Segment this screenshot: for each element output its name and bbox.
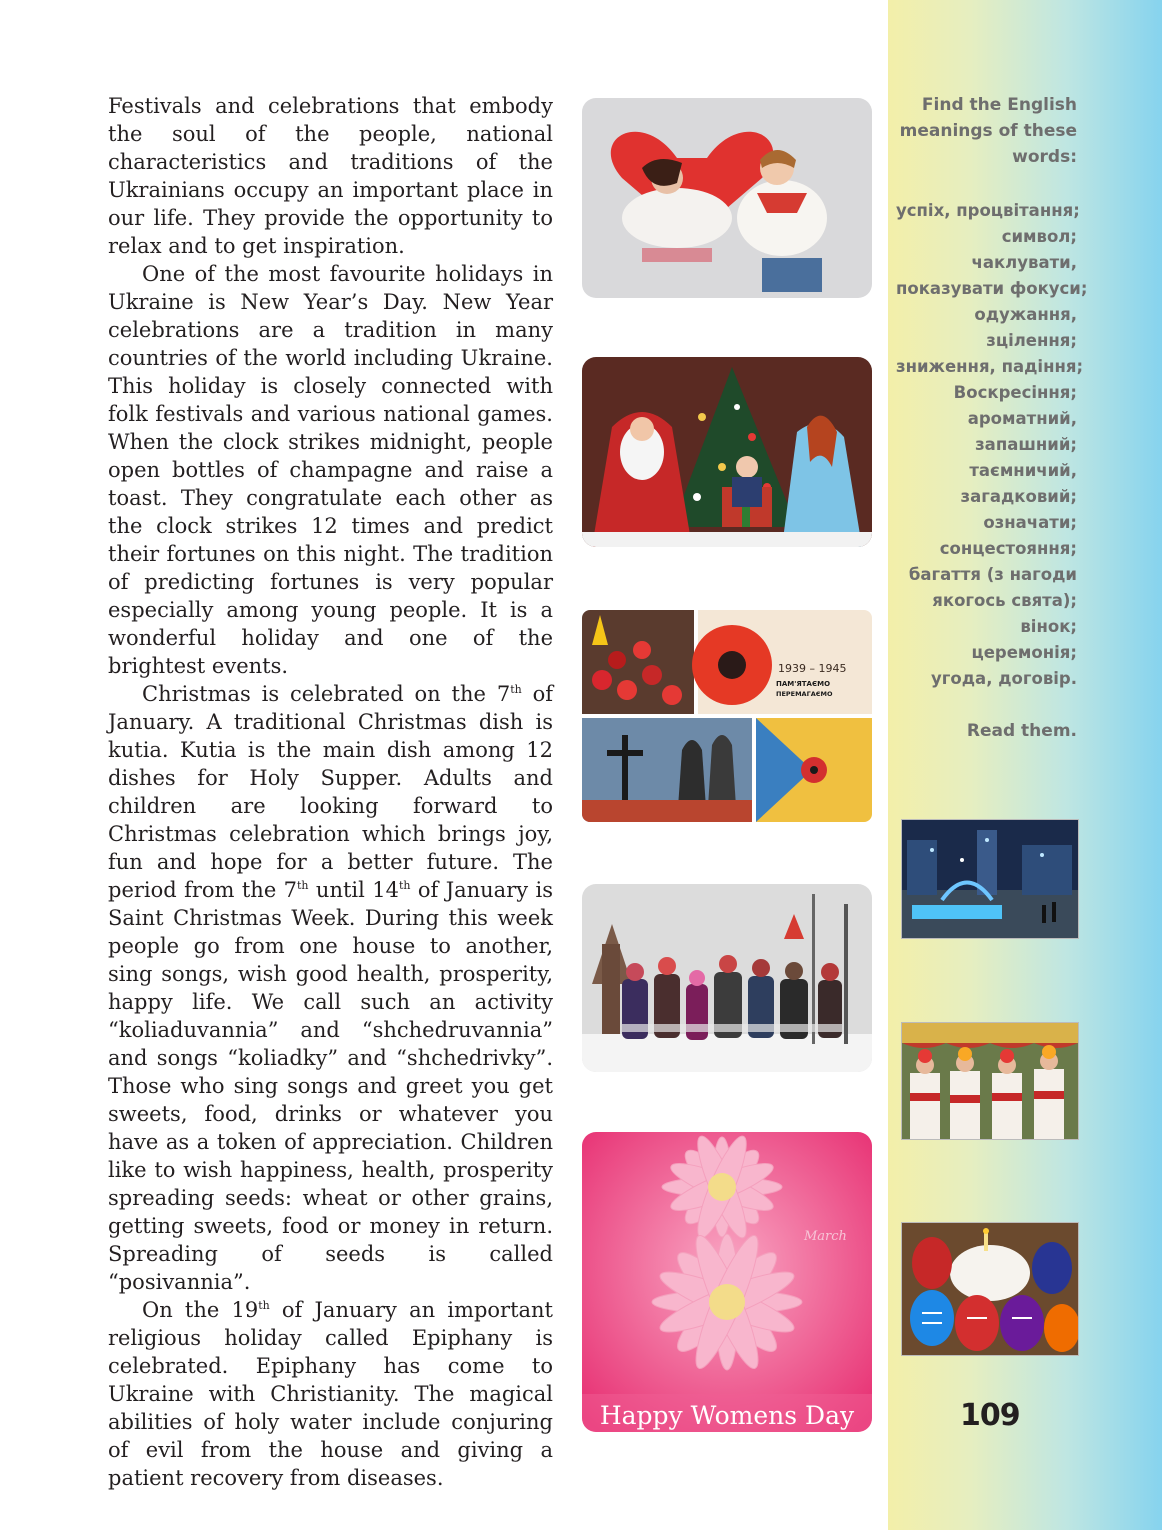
svg-text:Happy Womens Day: Happy Womens Day <box>599 1401 855 1430</box>
vocabulary-item: угода, договір. <box>931 669 1077 688</box>
folk-girls-photo <box>901 1022 1079 1140</box>
vocabulary-item: багаття (з нагоди <box>908 565 1077 584</box>
vocabulary-item: вінок; <box>1020 617 1077 636</box>
new-year-photo <box>582 357 872 547</box>
sidebar-heading: Find the English meanings of these words: <box>899 95 1077 167</box>
body-text <box>108 92 553 1492</box>
vocabulary-item: якогось свята); <box>932 591 1077 610</box>
vocabulary-item: сонцестояння; <box>939 539 1077 558</box>
vocabulary-item: Воскресіння; <box>953 383 1077 402</box>
paragraph-4: On the 19th of January an important religious holiday called Epiphany is celebrated. Epiphany has come to Ukraine with Christianity. The magical abilities of holy water include conjuring of evil from the house and giving a patient recovery from diseases. <box>108 1298 553 1490</box>
paragraph-2: One of the most favourite holidays in Ukraine is New Year’s Day. New Year celebrations are a tradition in many countries of the world including Ukraine. This holiday is closely connected with folk festivals and various national games. When the clock strikes midnight, people open bottles of champagne and raise a toast. They congratulate each other as the clock strikes 12 times and predict their fortunes on this night. The tradition of predicting fortunes is very popular especially among young people. It is a wonderful holiday and one of the brightest events. <box>108 262 553 678</box>
memorial-collage-photo <box>582 610 872 822</box>
vocabulary-item: запашний; <box>975 435 1077 454</box>
vocabulary-item: одужання, <box>974 305 1077 324</box>
svg-text:ПАМ'ЯТАЄМО: ПАМ'ЯТАЄМО <box>776 680 831 688</box>
carolers-photo <box>582 884 872 1072</box>
night-square-photo <box>901 819 1079 939</box>
svg-text:1939 – 1945: 1939 – 1945 <box>778 662 847 675</box>
vocabulary-item: таємничий, <box>969 461 1077 480</box>
vocabulary-item: чаклувати, <box>971 253 1077 272</box>
svg-text:March: March <box>804 1229 847 1244</box>
vocabulary-item: загадковий; <box>960 487 1077 506</box>
paragraph-3: Christmas is celebrated on the 7th of January. A traditional Christmas dish is kutia. Kutia is the main dish among 12 dishes for Holy Supper. Adults and children are looking forward to Christmas celebration which brings joy, fun and hope for a better future. The period from the 7th until 14th of January is Saint Christmas Week. During this week people go from one house to another, sing songs, wish good health, prosperity, happy life. We call such an activity “koliaduvannia” and “shchedruvannia” and songs “koliadky” and “shchedrivky”. Those who sing songs and greet you get sweets, food, drinks or whatever you have as a token of appreciation. Children like to wish happiness, health, prosperity spreading seeds: wheat or other grains, getting sweets, food or money in return. Spreading of seeds is called “posivannia”. <box>108 682 553 1294</box>
sidebar-read-instruction: Read them. <box>966 721 1077 741</box>
vocabulary-item: успіх, процвітання; <box>896 201 1080 220</box>
vocabulary-item: зниження, падіння; <box>896 357 1084 376</box>
womens-day-photo <box>582 1132 872 1432</box>
paragraph-1: Festivals and celebrations that embody the soul of the people, national characteristics and traditions of the Ukrainians occupy an important place in our life. They provide the opportunity to relax and to get inspiration. <box>108 94 553 258</box>
vocabulary-item: ароматний, <box>967 409 1077 428</box>
vocabulary-item: церемонія; <box>971 643 1077 662</box>
page-number: 109 <box>960 1398 1020 1433</box>
vocabulary-list <box>896 198 1088 692</box>
vocabulary-item: символ; <box>1001 227 1077 246</box>
vocabulary-item: означати; <box>983 513 1077 532</box>
vocabulary-sidebar <box>896 92 1088 744</box>
vocabulary-item: показувати фокуси; <box>896 279 1088 298</box>
svg-text:ПЕРЕМАГАЄМО: ПЕРЕМАГАЄМО <box>776 690 833 698</box>
easter-basket-photo <box>901 1222 1079 1356</box>
vocabulary-item: зцілення; <box>986 331 1077 350</box>
valentines-photo <box>582 98 872 298</box>
